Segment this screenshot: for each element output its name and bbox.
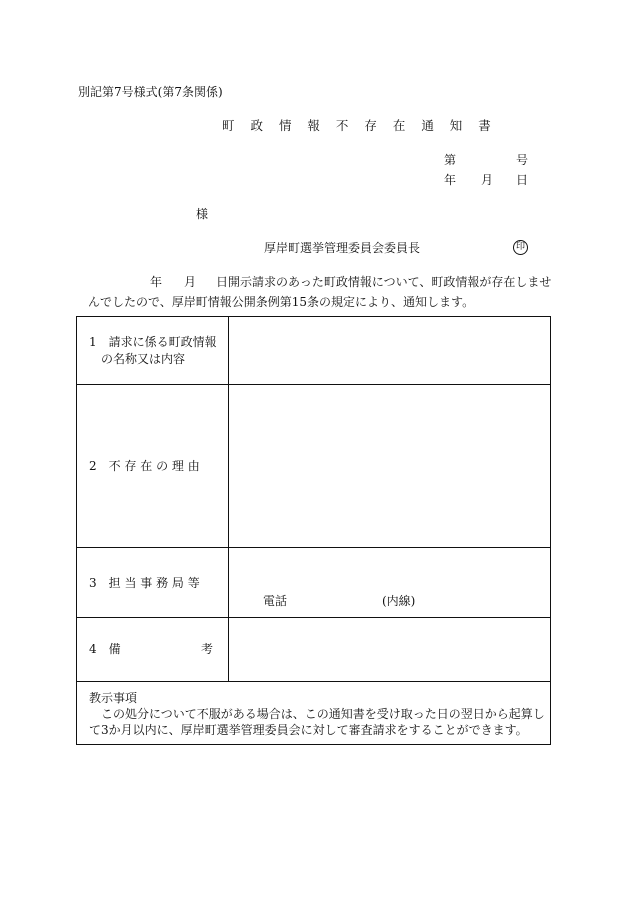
number-prefix: 第 <box>444 153 457 167</box>
addressee-suffix: 様 <box>196 207 209 221</box>
document-name-label-line2: の名称又は内容 <box>89 352 186 367</box>
issuer-name: 厚岸町選挙管理委員会委員長 <box>264 241 421 255</box>
date-month: 月 <box>481 173 494 187</box>
body-line-1-text: 日開示請求のあった町政情報について、町政情報が存在しませ <box>216 275 552 289</box>
notice-title: 教示事項 <box>89 691 138 705</box>
remarks-label-end: 考 <box>200 642 213 656</box>
extension-label: (内線) <box>382 594 416 608</box>
body-line-1 <box>150 276 551 288</box>
notice-table <box>76 316 551 745</box>
phone-label: 電話 <box>263 594 288 608</box>
office-label: 3 担 当 事 務 局 等 <box>89 576 200 590</box>
body-month: 月 <box>184 275 197 289</box>
document-title: 町 政 情 報 不 存 在 通 知 書 <box>222 118 497 133</box>
table-row-office <box>77 547 550 618</box>
table-row-remarks <box>77 617 550 682</box>
date-year: 年 <box>444 173 457 187</box>
body-line-2: んでしたので、厚岸町情報公開条例第15条の規定により、通知します。 <box>88 295 475 309</box>
body-year: 年 <box>150 275 163 289</box>
document-name-label-line1: 1 請求に係る町政情報 <box>89 335 217 349</box>
reason-label: 2 不 存 在 の 理 由 <box>89 459 200 473</box>
table-row-reason <box>77 384 550 548</box>
table-row-notice <box>77 681 550 745</box>
document-name-label <box>89 334 217 369</box>
remarks-label-start: 4 備 <box>89 642 121 656</box>
remarks-label <box>89 641 213 658</box>
date-day: 日 <box>516 173 529 187</box>
notice-body: この処分について不服がある場合は、この通知書を受け取った日の翌日から起算して3か月以内に、厚岸町選挙管理委員会に対して審査請求をすることができます。 <box>89 707 545 737</box>
form-label: 別記第7号様式(第7条関係) <box>78 85 223 99</box>
table-row-document-name <box>77 317 550 385</box>
number-suffix: 号 <box>516 153 529 167</box>
seal-mark: 印 <box>513 240 528 255</box>
